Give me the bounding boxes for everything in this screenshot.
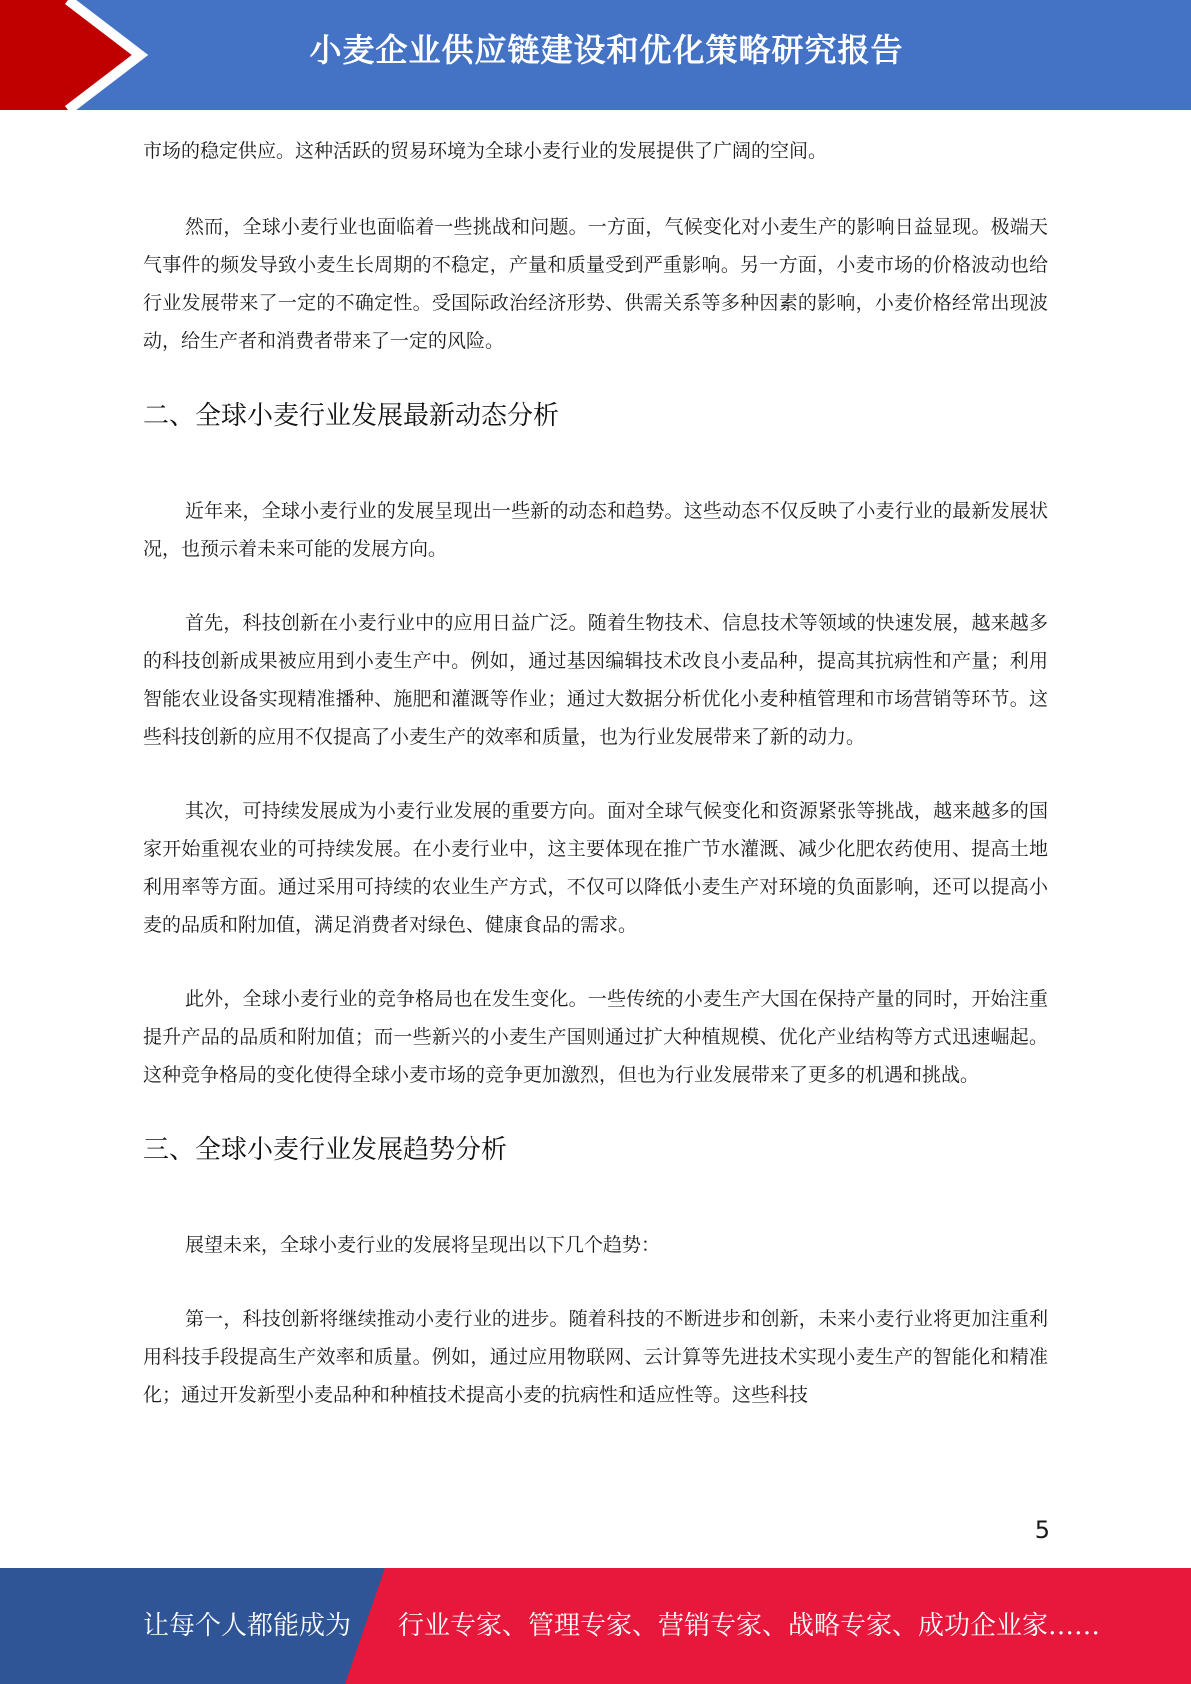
footer-slogan: 让每个人都能成为 [143,1611,352,1641]
section-heading-3: 三、全球小麦行业发展趋势分析 [143,1135,508,1165]
page-number: 5 [1034,1516,1050,1544]
paragraph-continued: 市场的稳定供应。这种活跃的贸易环境为全球小麦行业的发展提供了广阔的空间。 [143,140,828,162]
page-footer [0,1568,1191,1684]
section-heading-2: 二、全球小麦行业发展最新动态分析 [143,401,560,431]
footer-roles: 行业专家、管理专家、营销专家、战略专家、成功企业家…… [398,1611,1101,1641]
paragraph-trend-one: 第一，科技创新将继续推动小麦行业的进步。随着科技的不断进步和创新，未来小麦行业将更加注重利用科技手段提高生产效率和质量。例如，通过应用物联网、云计算等先进技术实现小麦生产的智能化和精准化；通过开发新型小麦品种和种植技术提高小麦的抗病性和适应性等。这些科技 [143,1308,1048,1406]
paragraph-competition: 此外，全球小麦行业的竞争格局也在发生变化。一些传统的小麦生产大国在保持产量的同时，开始注重提升产品的品质和附加值；而一些新兴的小麦生产国则通过扩大种植规模、优化产业结构等方式迅速崛起。这种竞争格局的变化使得全球小麦市场的竞争更加激烈，但也为行业发展带来了更多的机遇和挑战。 [143,988,1048,1086]
report-title: 小麦企业供应链建设和优化策略研究报告 [309,31,904,69]
paragraph-sustainability: 其次，可持续发展成为小麦行业发展的重要方向。面对全球气候变化和资源紧张等挑战，越来越多的国家开始重视农业的可持续发展。在小麦行业中，这主要体现在推广节水灌溉、减少化肥农药使用、提高土地利用率等方面。通过采用可持续的农业生产方式，不仅可以降低小麦生产对环境的负面影响，还可以提高小麦的品质和附加值，满足消费者对绿色、健康食品的需求。 [143,800,1048,936]
page-header [0,0,1191,110]
paragraph-outlook: 展望未来，全球小麦行业的发展将呈现出以下几个趋势： [185,1234,661,1256]
paragraph-tech-innovation: 首先，科技创新在小麦行业中的应用日益广泛。随着生物技术、信息技术等领域的快速发展，越来越多的科技创新成果被应用到小麦生产中。例如，通过基因编辑技术改良小麦品种，提高其抗病性和产量；利用智能农业设备实现精准播种、施肥和灌溉等作业；通过大数据分析优化小麦种植管理和市场营销等环节。这些科技创新的应用不仅提高了小麦生产的效率和质量，也为行业发展带来了新的动力。 [143,612,1048,748]
paragraph-challenges: 然而，全球小麦行业也面临着一些挑战和问题。一方面，气候变化对小麦生产的影响日益显现。极端天气事件的频发导致小麦生长周期的不稳定，产量和质量受到严重影响。另一方面，小麦市场的价格波动也给行业发展带来了一定的不确定性。受国际政治经济形势、供需关系等多种因素的影响，小麦价格经常出现波动，给生产者和消费者带来了一定的风险。 [143,216,1048,352]
paragraph-recent-trends: 近年来，全球小麦行业的发展呈现出一些新的动态和趋势。这些动态不仅反映了小麦行业的最新发展状况，也预示着未来可能的发展方向。 [143,500,1048,560]
document-body [143,132,1048,1450]
